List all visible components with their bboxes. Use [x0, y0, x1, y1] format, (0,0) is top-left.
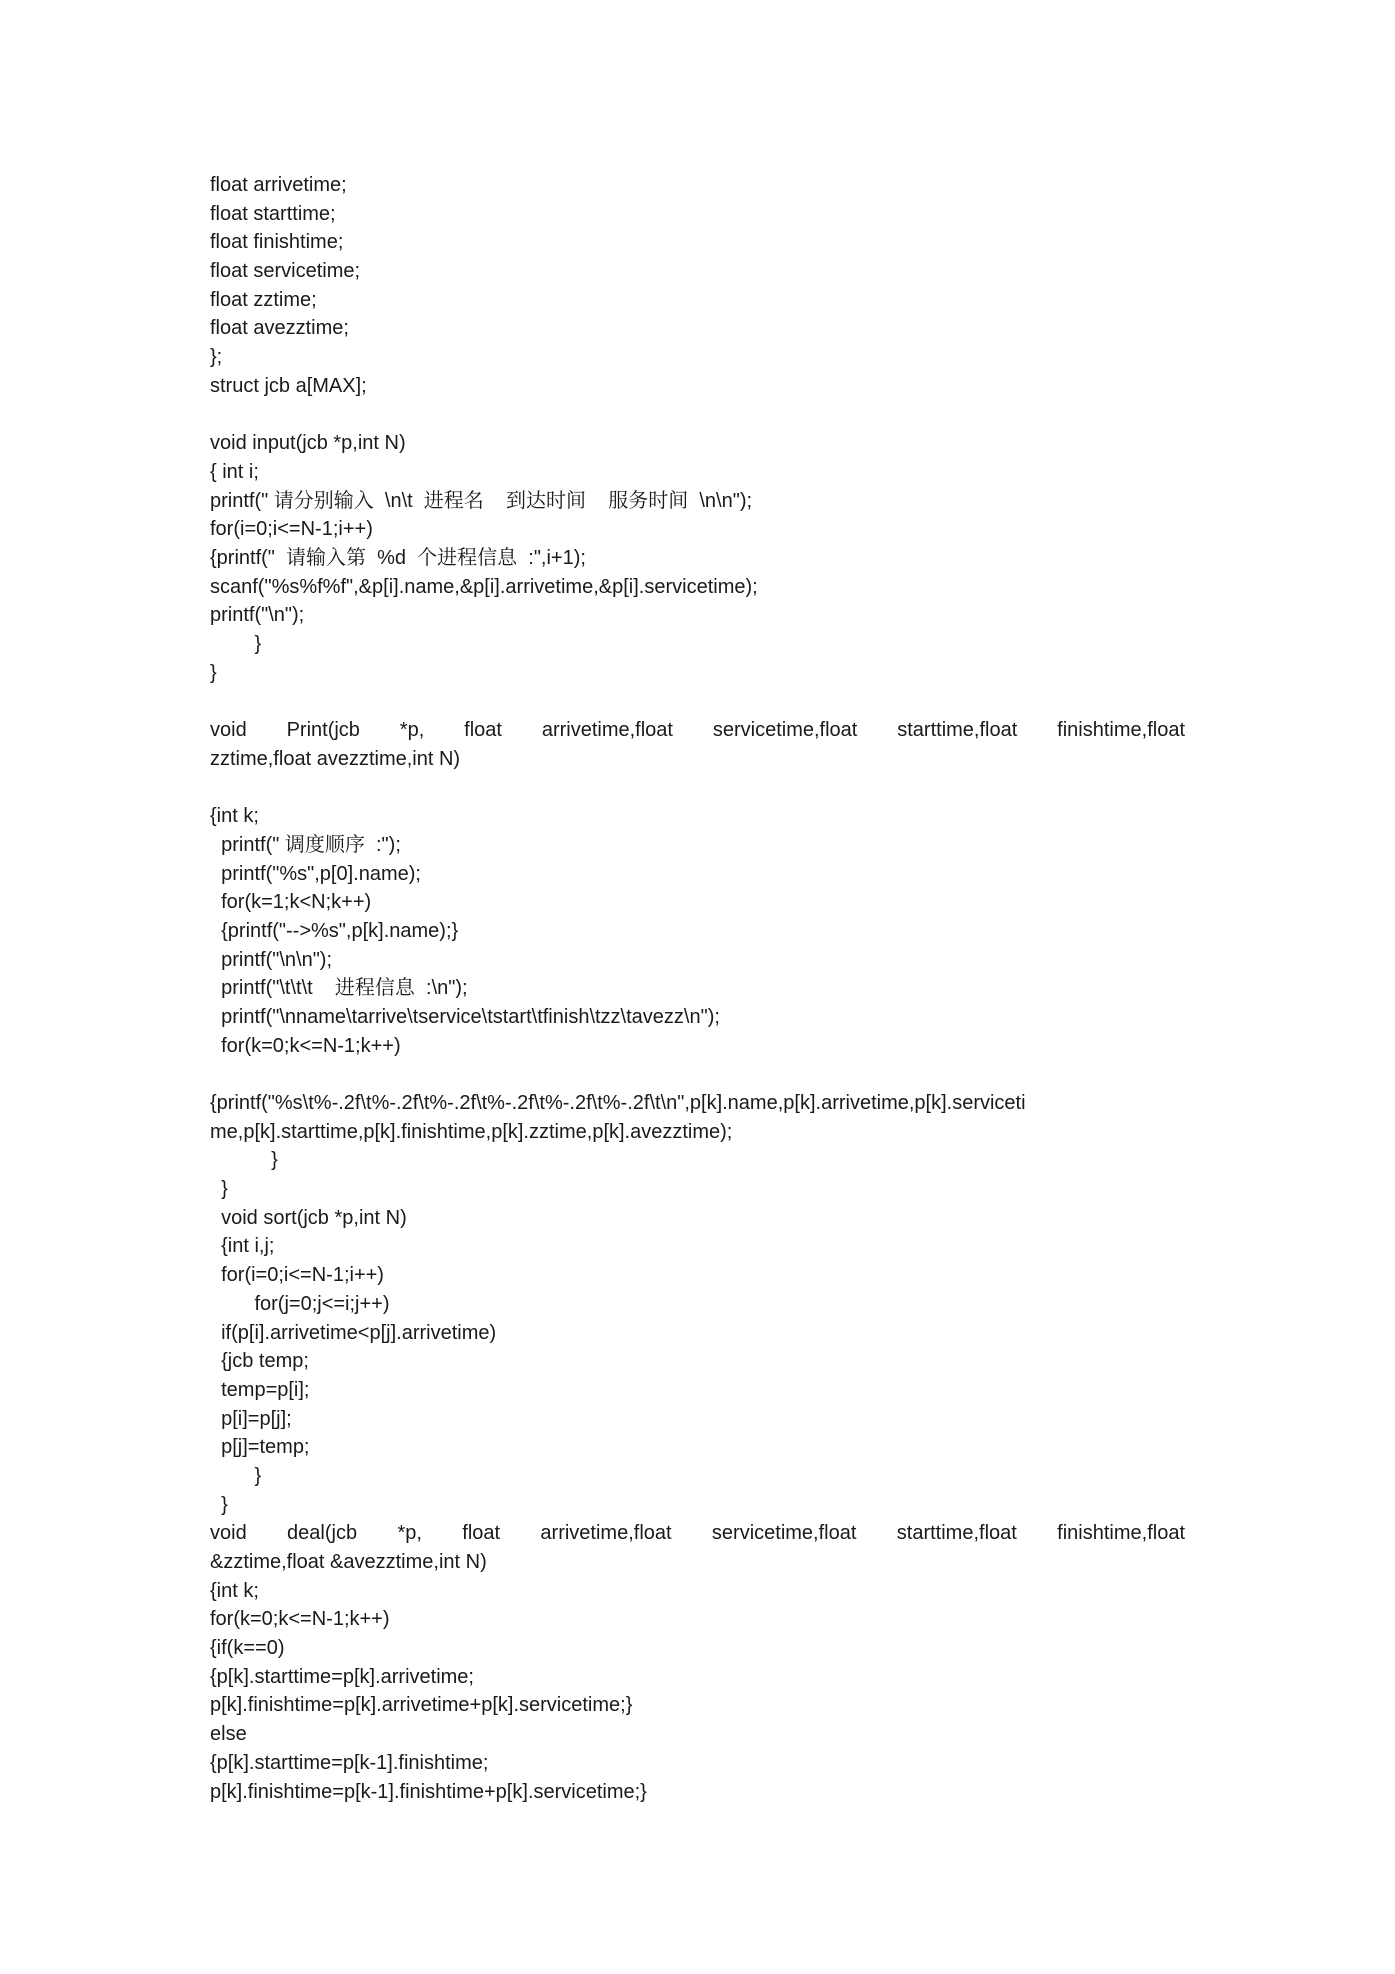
code-line: } — [210, 1464, 262, 1487]
code-line: printf("%s",p[0].name); — [210, 862, 421, 885]
code-line: void Print(jcb *p, float arrivetime,float servicetime,float starttime,float finishtime,float — [210, 719, 1185, 742]
code-line: p[k].finishtime=p[k].arrivetime+p[k].servicetime;} — [210, 1694, 633, 1717]
code-line: for(j=0;j<=i;j++) — [210, 1292, 390, 1315]
code-line: float zztime; — [210, 288, 317, 311]
code-line: printf("\nname\tarrive\tservice\tstart\tfinish\tzz\tavezz\n"); — [210, 1005, 720, 1028]
code-line: for(i=0;i<=N-1;i++) — [210, 518, 373, 541]
code-line: {p[k].starttime=p[k].arrivetime; — [210, 1665, 474, 1688]
code-line: {p[k].starttime=p[k-1].finishtime; — [210, 1751, 489, 1774]
blank-line — [210, 773, 1185, 802]
code-line: {int i,j; — [210, 1235, 275, 1258]
code-line: printf("\n"); — [210, 604, 305, 627]
code-line: {printf("%s\t%-.2f\t%-.2f\t%-.2f\t%-.2f\t%-.2f\t%-.2f\t\n",p[k].name,p[k].arrivetime,p[k].serviceti — [210, 1092, 1026, 1114]
code-line: &zztime,float &avezztime,int N) — [210, 1551, 487, 1573]
code-line: void sort(jcb *p,int N) — [210, 1206, 407, 1229]
code-line: p[k].finishtime=p[k-1].finishtime+p[k].servicetime;} — [210, 1780, 647, 1803]
code-line: {printf("-->%s",p[k].name);} — [210, 919, 459, 942]
code-line: p[i]=p[j]; — [210, 1407, 292, 1430]
code-line: } — [210, 661, 217, 684]
code-line: for(k=1;k<N;k++) — [210, 891, 372, 914]
code-line: { int i; — [210, 460, 259, 483]
code-line: } — [210, 1493, 228, 1516]
code-line: printf("\t\t\t 进程信息 :\n"); — [210, 977, 468, 1000]
code-line: float avezztime; — [210, 317, 349, 340]
code-line: for(k=0;k<=N-1;k++) — [210, 1034, 401, 1057]
code-line: p[j]=temp; — [210, 1436, 310, 1459]
code-line: temp=p[i]; — [210, 1378, 310, 1401]
code-line: printf(" 请分别输入 \n\t 进程名 到达时间 服务时间 \n\n"); — [210, 489, 753, 512]
code-line: float arrivetime; — [210, 174, 347, 196]
code-line: {int k; — [210, 1579, 259, 1602]
code-line: float starttime; — [210, 202, 336, 225]
code-line: {jcb temp; — [210, 1350, 309, 1373]
blank-line — [210, 1060, 1185, 1089]
code-line: else — [210, 1723, 247, 1746]
code-line: } — [210, 1149, 278, 1172]
code-line: {printf(" 请输入第 %d 个进程信息 :",i+1); — [210, 546, 586, 569]
code-listing — [210, 171, 1185, 1806]
code-line: {int k; — [210, 805, 259, 828]
blank-line — [210, 687, 1185, 716]
code-line: for(k=0;k<=N-1;k++) — [210, 1608, 390, 1631]
code-line: } — [210, 633, 262, 655]
code-line: } — [210, 1178, 228, 1201]
code-line: {if(k==0) — [210, 1637, 285, 1660]
code-line: scanf("%s%f%f",&p[i].name,&p[i].arrivetime,&p[i].servicetime); — [210, 575, 758, 598]
code-line: printf(" 调度顺序 :"); — [210, 833, 401, 856]
code-line: void deal(jcb *p, float arrivetime,float servicetime,float starttime,float finishtime,float — [210, 1522, 1185, 1545]
code-line: for(i=0;i<=N-1;i++) — [210, 1264, 384, 1287]
code-line: if(p[i].arrivetime<p[j].arrivetime) — [210, 1321, 497, 1344]
code-line: printf("\n\n"); — [210, 948, 333, 971]
blank-line — [210, 401, 1185, 430]
code-line: float finishtime; — [210, 231, 344, 254]
code-line: zztime,float avezztime,int N) — [210, 747, 461, 770]
code-line: void input(jcb *p,int N) — [210, 432, 406, 455]
code-line: float servicetime; — [210, 260, 361, 283]
code-line: me,p[k].starttime,p[k].finishtime,p[k].zztime,p[k].avezztime); — [210, 1120, 733, 1143]
code-line: }; — [210, 346, 223, 369]
code-line: struct jcb a[MAX]; — [210, 374, 367, 397]
